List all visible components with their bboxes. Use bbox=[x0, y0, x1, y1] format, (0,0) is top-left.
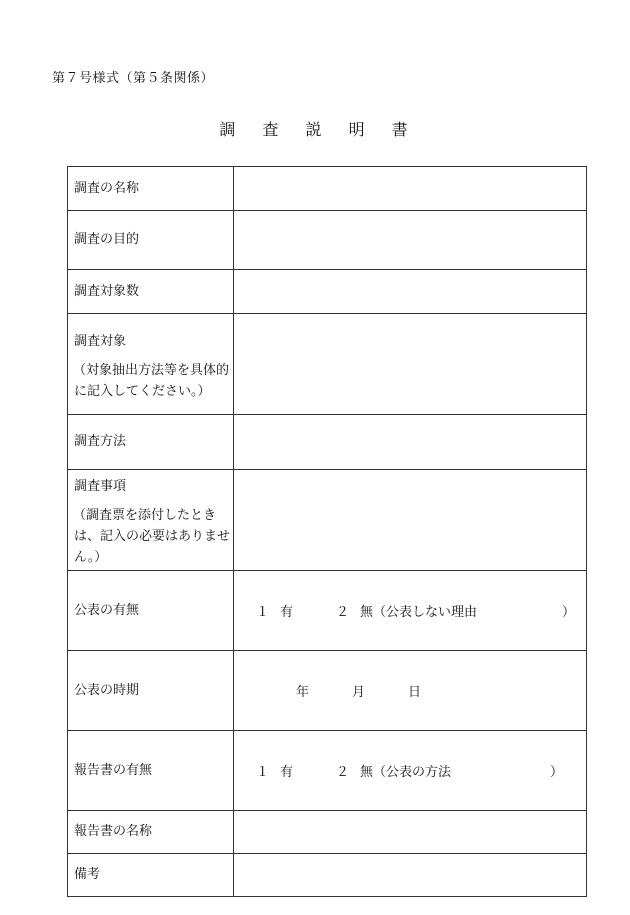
report-option-yes[interactable]: 有 bbox=[280, 765, 294, 780]
row-publication bbox=[68, 571, 587, 651]
publication-option-yes[interactable]: 有 bbox=[280, 605, 294, 620]
row-remarks bbox=[68, 854, 587, 897]
publication-option-1-number: １ bbox=[256, 605, 270, 620]
field-survey-name[interactable] bbox=[234, 167, 587, 211]
publication-option-no[interactable]: 無（公表しない理由 bbox=[360, 605, 478, 620]
label-survey-name: 調査の名称 bbox=[68, 167, 234, 211]
row-survey-name bbox=[68, 167, 587, 211]
row-survey-items bbox=[68, 470, 587, 571]
field-survey-target[interactable] bbox=[234, 314, 587, 415]
field-survey-purpose[interactable] bbox=[234, 211, 587, 270]
document-title: 調 査 説 明 書 bbox=[219, 120, 419, 139]
field-publication[interactable] bbox=[234, 571, 587, 651]
report-option-1-number: １ bbox=[256, 765, 270, 780]
label-target-count: 調査対象数 bbox=[68, 270, 234, 314]
month-label: 月 bbox=[352, 685, 366, 700]
row-survey-purpose bbox=[68, 211, 587, 270]
row-report bbox=[68, 731, 587, 811]
label-report-name: 報告書の名称 bbox=[68, 811, 234, 854]
row-report-name bbox=[68, 811, 587, 854]
label-survey-items: 調査事項 （調査票を添付したときは、記入の必要はありません。） bbox=[68, 470, 234, 571]
row-survey-target bbox=[68, 314, 587, 415]
label-survey-purpose: 調査の目的 bbox=[68, 211, 234, 270]
label-remarks: 備考 bbox=[68, 854, 234, 897]
row-publication-timing bbox=[68, 651, 587, 731]
report-option-2-number: ２ bbox=[336, 765, 350, 780]
publication-option-2-number: ２ bbox=[336, 605, 350, 620]
row-target-count bbox=[68, 270, 587, 314]
report-option-no[interactable]: 無（公表の方法 bbox=[360, 765, 452, 780]
field-survey-method[interactable] bbox=[234, 415, 587, 470]
label-publication: 公表の有無 bbox=[68, 571, 234, 651]
report-method-close: ） bbox=[550, 765, 564, 780]
form-number: 第７号様式（第５条関係） bbox=[52, 71, 215, 86]
label-survey-target: 調査対象 （対象抽出方法等を具体的に記入してください。） bbox=[68, 314, 234, 415]
field-report-name[interactable] bbox=[234, 811, 587, 854]
field-target-count[interactable] bbox=[234, 270, 587, 314]
survey-form-table bbox=[67, 166, 587, 897]
note-survey-items: （調査票を添付したときは、記入の必要はありません。） bbox=[73, 508, 231, 565]
label-survey-method: 調査方法 bbox=[68, 415, 234, 470]
row-survey-method bbox=[68, 415, 587, 470]
label-report: 報告書の有無 bbox=[68, 731, 234, 811]
label-publication-timing: 公表の時期 bbox=[68, 651, 234, 731]
note-survey-target: （対象抽出方法等を具体的に記入してください。） bbox=[73, 362, 230, 399]
field-report[interactable] bbox=[234, 731, 587, 811]
day-label: 日 bbox=[408, 685, 422, 700]
year-label: 年 bbox=[296, 685, 310, 700]
field-remarks[interactable] bbox=[234, 854, 587, 897]
field-survey-items[interactable] bbox=[234, 470, 587, 571]
field-publication-timing[interactable] bbox=[234, 651, 587, 731]
publication-reason-close: ） bbox=[562, 605, 576, 620]
